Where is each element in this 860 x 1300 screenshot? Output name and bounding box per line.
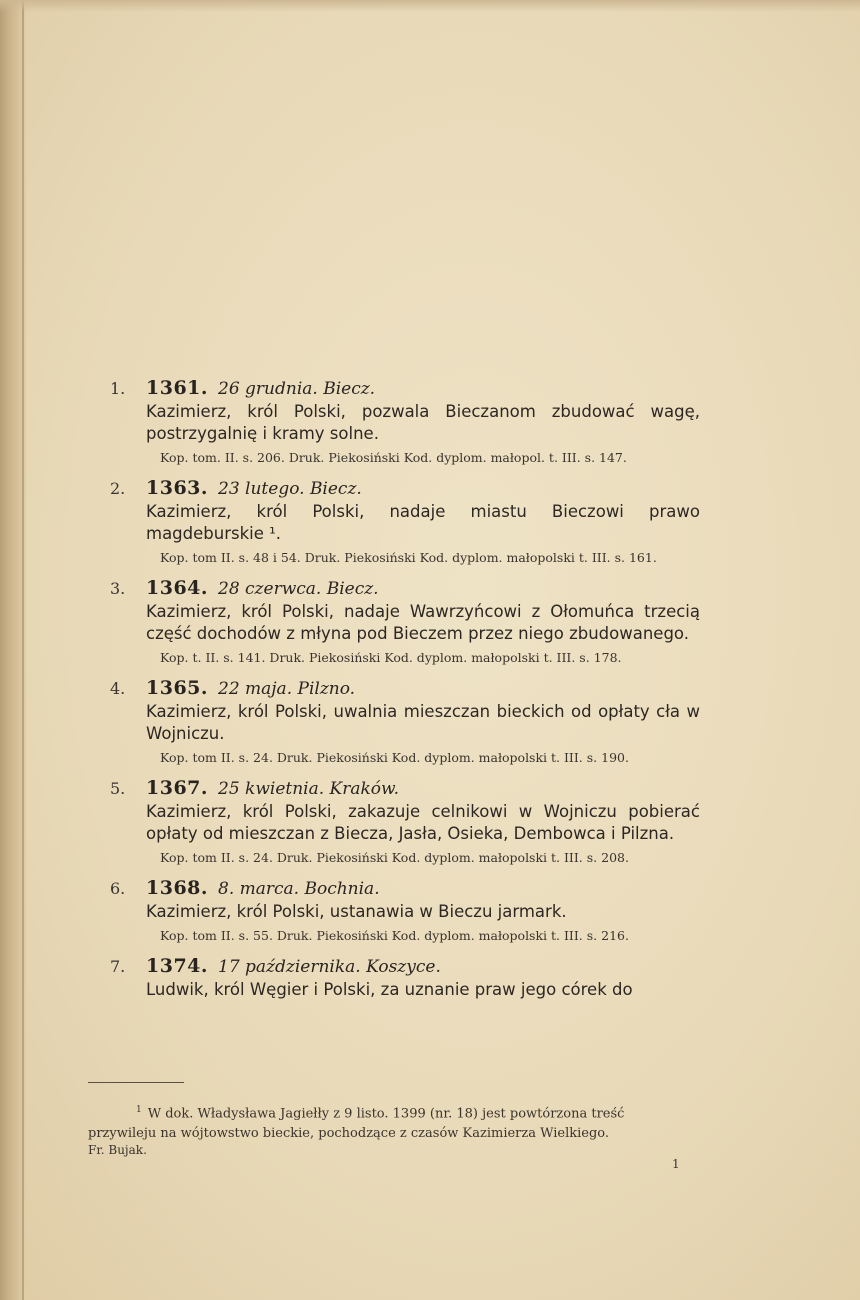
entry-year: 1365. [146,677,208,699]
entry-1 [110,376,700,466]
entry-number: 2. [110,479,126,498]
entry-3 [110,576,700,666]
entry-source: Kop. t. II. s. 141. Druk. Piekosiński Kod. dyplom. małopolski t. III. s. 178. [160,650,622,665]
entry-source: Kop. tom II. s. 55. Druk. Piekosiński Kod. dyplom. małopolski t. III. s. 216. [160,928,629,943]
entry-number: 5. [110,779,126,798]
entry-number: 1. [110,379,126,398]
entry-year: 1367. [146,777,208,799]
entry-heading [110,576,700,601]
entry-5 [110,776,700,866]
entry-summary: Kazimierz, król Polski, pozwala Bieczanom zbudować wagę, postrzygalnię i kramy solne. [146,402,700,443]
entry-source: Kop. tom. II. s. 206. Druk. Piekosiński Kod. dyplom. małopol. t. III. s. 147. [160,450,627,465]
entry-source: Kop. tom II. s. 48 i 54. Druk. Piekosiński Kod. dyplom. małopolski t. III. s. 161. [160,550,657,565]
footnote-rule [88,1082,184,1083]
entry-date-place: 28 czerwca. Biecz. [218,579,379,599]
entry-source: Kop. tom II. s. 24. Druk. Piekosiński Kod. dyplom. małopolski t. III. s. 190. [160,750,629,765]
entry-heading [110,954,700,979]
entry-date-place: 8. marca. Bochnia. [218,879,380,899]
entry-heading [110,476,700,501]
entry-summary: Kazimierz, król Polski, ustanawia w Bieczu jarmark. [146,902,567,921]
entry-date-place: 25 kwietnia. Kraków. [218,779,399,799]
entry-number: 3. [110,579,126,598]
binding-line [22,0,24,1300]
entry-year: 1361. [146,377,208,399]
entry-heading [110,676,700,701]
entry-date-place: 26 grudnia. Biecz. [218,379,376,399]
entry-number: 6. [110,879,126,898]
entry-source: Kop. tom II. s. 24. Druk. Piekosiński Kod. dyplom. małopolski t. III. s. 208. [160,850,629,865]
document-entries [110,376,700,1011]
entry-summary: Kazimierz, król Polski, zakazuje celnikowi w Wojniczu pobierać opłaty od mieszczan z Biecza, Jasła, Osieka, Dembowca i Pilzna. [146,802,700,843]
entry-heading [110,376,700,401]
entry-4 [110,676,700,766]
printer-signature: Fr. Bujak. [88,1143,147,1157]
entry-6 [110,876,700,944]
entry-summary: Kazimierz, król Polski, nadaje Wawrzyńcowi z Ołomuńca trzecią część dochodów z młyna pod Bieczem przez niego zbudowanego. [146,602,700,643]
entry-summary: Kazimierz, król Polski, uwalnia mieszczan bieckich od opłaty cła w Wojniczu. [146,702,700,743]
entry-year: 1374. [146,955,208,977]
entry-summary: Kazimierz, król Polski, nadaje miastu Bieczowi prawo magdeburskie ¹. [146,502,700,543]
sheet-number: 1 [672,1157,680,1171]
entry-2 [110,476,700,566]
entry-7 [110,954,700,1001]
entry-number: 4. [110,679,126,698]
entry-date-place: 17 października. Koszyce. [218,957,441,977]
footnote-text: W dok. Władysława Jagiełły z 9 listo. 1399 (nr. 18) jest powtórzona treść przywileju na wójtowstwo bieckie, pochodzące z czasów Kazimierza Wielkiego. [88,1106,625,1142]
entry-heading [110,876,700,901]
entry-year: 1364. [146,577,208,599]
entry-year: 1363. [146,477,208,499]
footnote [88,1100,648,1144]
entry-heading [110,776,700,801]
entry-summary: Ludwik, król Węgier i Polski, za uznanie praw jego córek do [146,980,633,999]
entry-date-place: 23 lutego. Biecz. [218,479,362,499]
entry-date-place: 22 maja. Pilzno. [218,679,356,699]
entry-year: 1368. [146,877,208,899]
entry-number: 7. [110,957,126,976]
footnote-mark: 1 [136,1105,142,1115]
page-top-edge [0,0,860,12]
